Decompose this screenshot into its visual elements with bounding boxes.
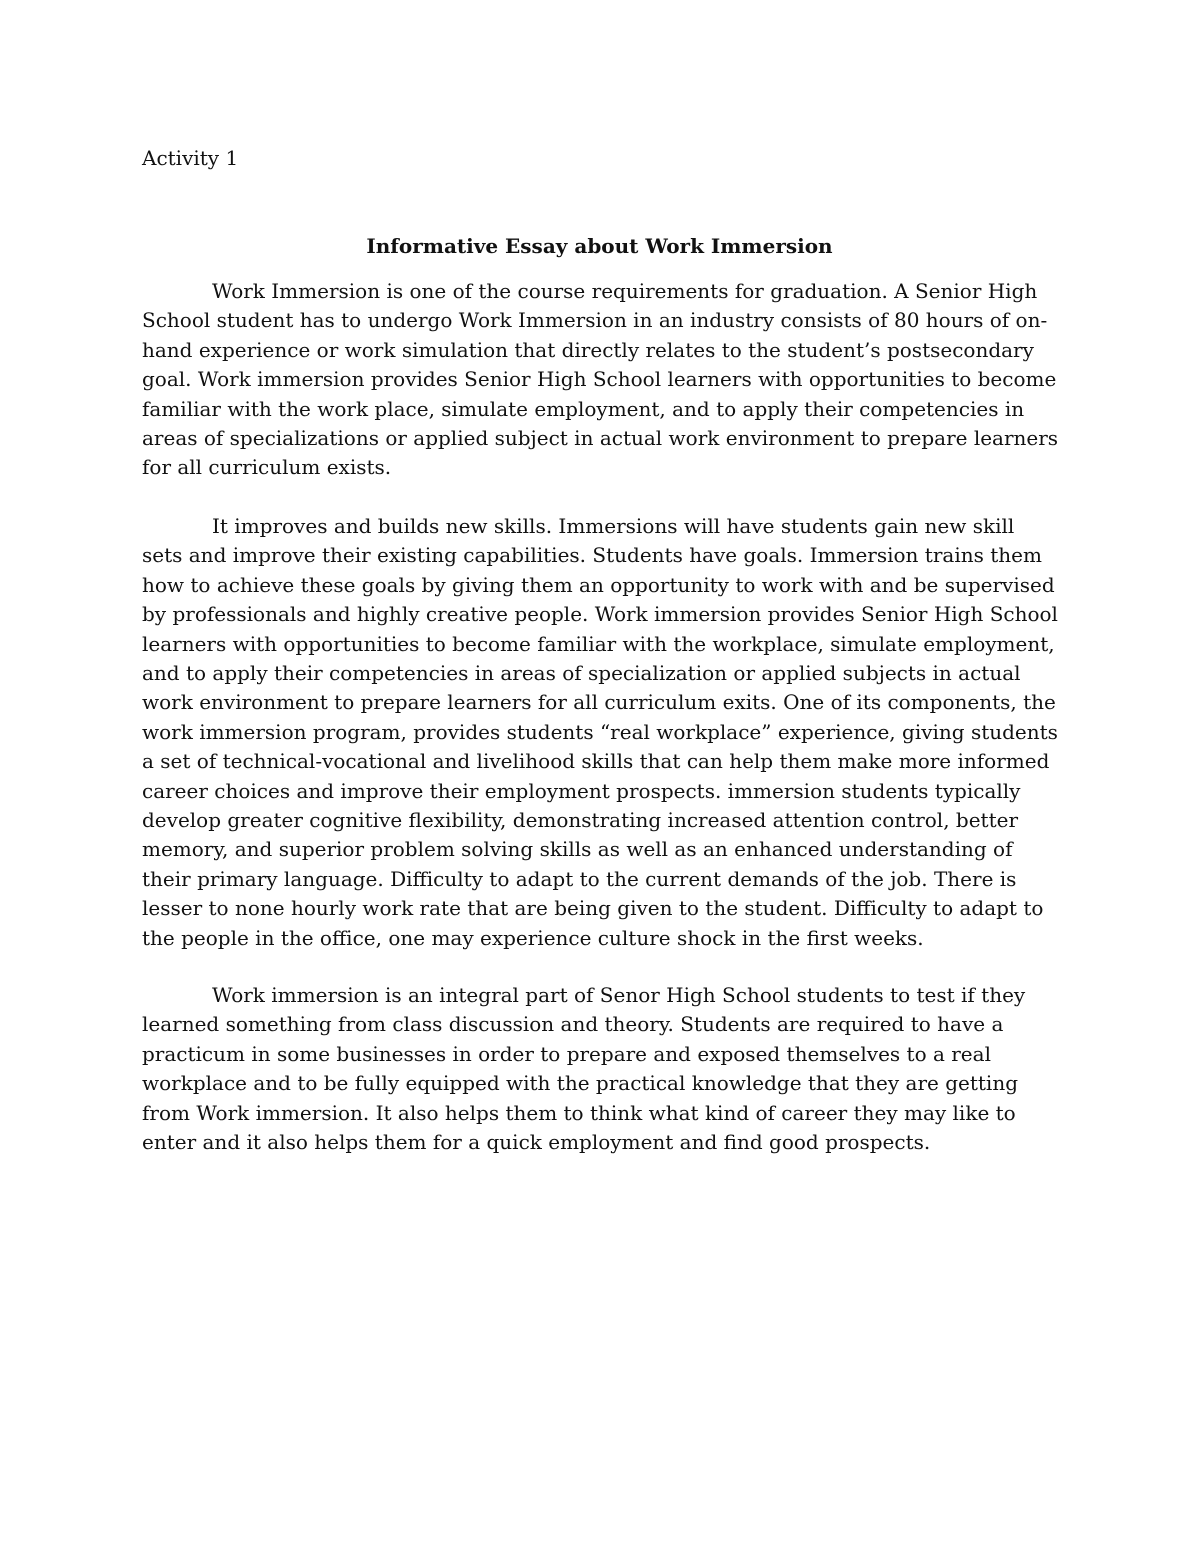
essay-paragraph-2: It improves and builds new skills. Immersions will have students gain new skill sets and improve their existing capabilities. Students have goals. Immersion trains them how to achieve these goals by giving them an opportunity to work with and be supervised by professionals and highly creative people. Work immersion provides Senior High School learners with opportunities to become familiar with the workplace, simulate employment, and to apply their competencies in areas of specialization or applied subjects in actual work environment to prepare learners for all curriculum exits. One of its components, the work immersion program, provides students “real workplace” experience, giving students a set of technical-vocational and livelihood skills that can help them make more informed career choices and improve their employment prospects. immersion students typically develop greater cognitive flexibility, demonstrating increased attention control, better memory, and superior problem solving skills as well as an enhanced understanding of their primary language. Difficulty to adapt to the current demands of the job. There is lesser to none hourly work rate that are being given to the student. Difficulty to adapt to the people in the office, one may experience culture shock in the first weeks. (142, 514, 1058, 950)
essay-paragraph-1: Work Immersion is one of the course requirements for graduation. A Senior High School student has to undergo Work Immersion in an industry consists of 80 hours of on-hand experience or work simulation that directly relates to the student’s postsecondary goal. Work immersion provides Senior High School learners with opportunities to become familiar with the work place, simulate employment, and to apply their competencies in areas of specializations or applied subject in actual work environment to prepare learners for all curriculum exists. (142, 279, 1059, 480)
activity-label: Activity 1 (142, 146, 239, 170)
essay-paragraph-3: Work immersion is an integral part of Senor High School students to test if they learned something from class discussion and theory. Students are required to have a practicum in some businesses in order to prepare and exposed themselves to a real workplace and to be fully equipped with the practical knowledge that they are getting from Work immersion. It also helps them to think what kind of career they may like to enter and it also helps them for a quick employment and find good prospects. (142, 983, 1026, 1155)
essay-title: Informative Essay about Work Immersion (366, 234, 833, 258)
